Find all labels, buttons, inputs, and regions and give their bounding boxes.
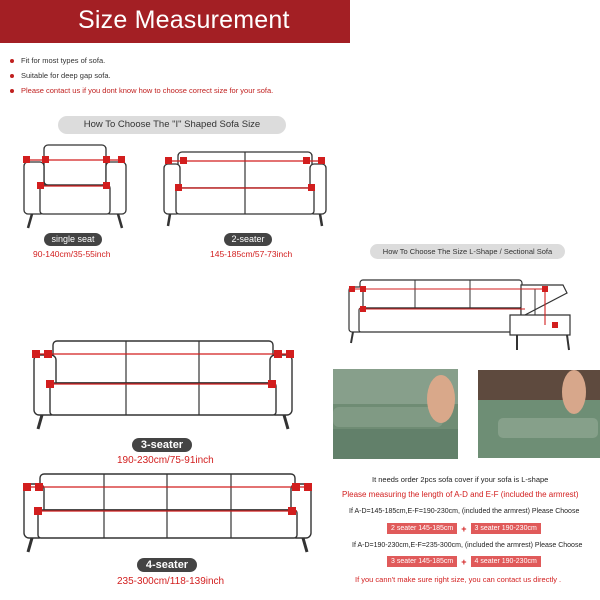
single-seat-size: 90-140cm/35-55inch [33, 249, 111, 259]
case2-choice [387, 556, 541, 567]
bullet-deep-gap [10, 71, 111, 80]
bullet-text: Suitable for deep gap sofa. [21, 71, 111, 80]
two-seater-sofa-diagram [160, 148, 330, 233]
case2-tag-a: 3 seater 145-185cm [387, 556, 457, 567]
single-seat-label: single seat [44, 233, 102, 246]
three-seater-sofa-diagram [28, 335, 298, 435]
four-seater-label: 4-seater [137, 558, 197, 572]
l-info-case2: If A-D=190-230cm,E-F=235-300cm, (included the armrest) Please Choose [352, 542, 583, 549]
two-seater-size: 145-185cm/57-73inch [210, 249, 293, 259]
sofa-cover-photo-left [333, 369, 458, 459]
four-seater-size: 235-300cm/118-139inch [117, 576, 225, 587]
case1-tag-b: 3 seater 190-230cm [471, 523, 541, 534]
l-info-footer: If you cann't make sure right size, you can contact us directly . [355, 575, 562, 584]
l-info-case1: If A-D=145-185cm,E-F=190-230cm, (included the armrest) Please Choose [349, 508, 580, 515]
bullet-dot-icon [10, 59, 14, 63]
two-seater-label: 2-seater [224, 233, 272, 246]
case1-choice [387, 523, 541, 534]
three-seater-size: 190-230cm/75-91inch [117, 455, 214, 466]
l-shaped-heading: How To Choose The Size L-Shape / Sectional Sofa [370, 244, 565, 259]
four-seater-sofa-diagram [20, 468, 315, 558]
sofa-cover-photo-right [478, 370, 600, 458]
plus-icon: + [461, 556, 467, 567]
i-shaped-heading: How To Choose The "I" Shaped Sofa Size [58, 116, 286, 134]
plus-icon: + [461, 523, 467, 534]
l-shaped-sofa-diagram [345, 275, 575, 360]
bullet-dot-icon [10, 74, 14, 78]
case1-tag-a: 2 seater 145-185cm [387, 523, 457, 534]
l-info-line1: It needs order 2pcs sofa cover if your sofa is L-shape [372, 475, 549, 484]
bullet-text: Please contact us if you dont know how to choose correct size for your sofa. [21, 86, 274, 95]
bullet-fit [10, 56, 105, 65]
three-seater-label: 3-seater [132, 438, 192, 452]
bullet-contact [10, 86, 273, 95]
bullet-text: Fit for most types of sofa. [21, 56, 106, 65]
bullet-dot-icon [10, 89, 14, 93]
single-seat-sofa-diagram [20, 140, 130, 235]
page-title: Size Measurement [78, 6, 290, 34]
case2-tag-b: 4 seater 190-230cm [471, 556, 541, 567]
l-info-line2: Please measuring the length of A-D and E-F (included the armrest) [342, 490, 579, 499]
